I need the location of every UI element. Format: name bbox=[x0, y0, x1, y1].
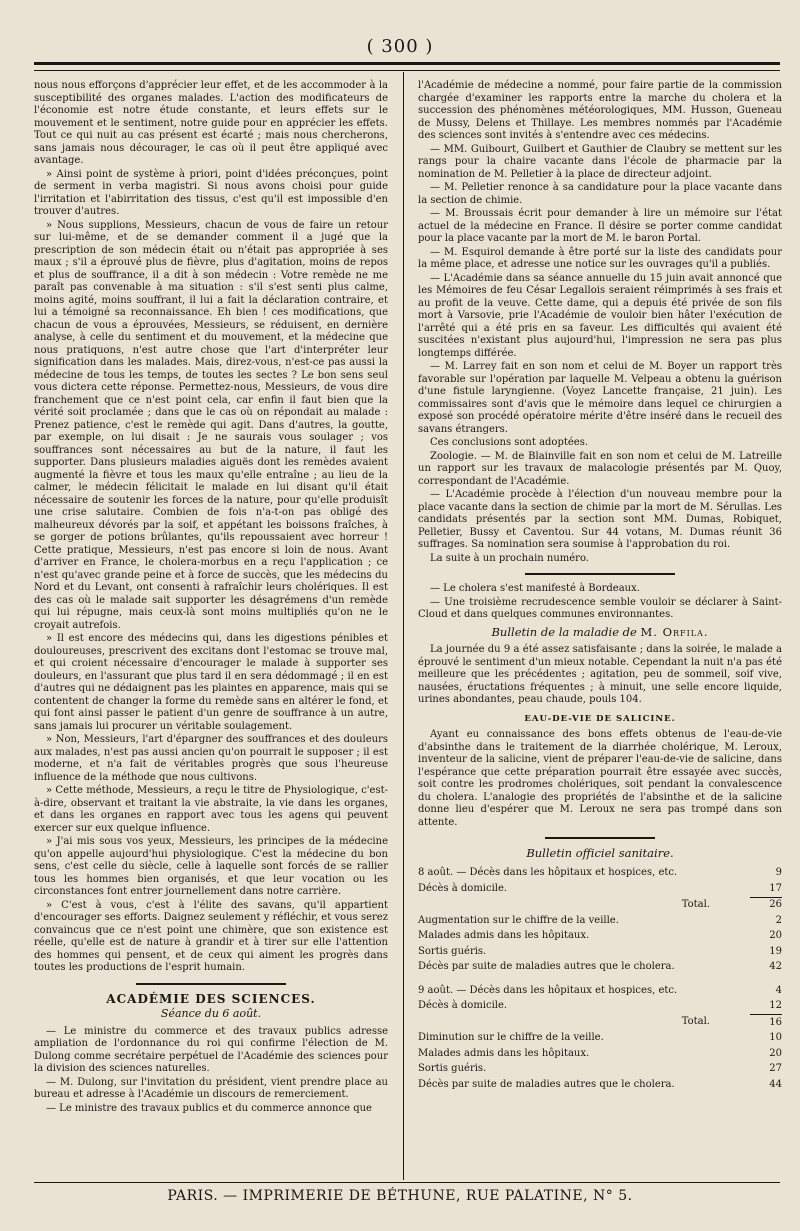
table-row-total bbox=[418, 1015, 782, 1031]
stat-value: 19 bbox=[769, 945, 782, 957]
table-row bbox=[418, 983, 782, 999]
right-paragraph: Zoologie. — M. de Blainville fait en son nom et celui de M. Latreille un rapport sur les travaux de malacologie présentés par M. Quoy, correspondant de l'Académie. bbox=[418, 450, 782, 487]
stat-label: Malades admis dans les hôpitaux. bbox=[418, 930, 590, 941]
academie-session: Séance du 6 août. bbox=[160, 1007, 262, 1020]
column-divider bbox=[403, 72, 404, 1180]
bulletin-maladie-name: M. Orfila. bbox=[640, 624, 709, 639]
stat-label: Décès par suite de maladies autres que le cholera. bbox=[418, 961, 675, 972]
bulletin-sanitaire-title: Bulletin officiel sanitaire. bbox=[526, 846, 674, 860]
stat-value: 10 bbox=[769, 1032, 782, 1043]
stat-value: 12 bbox=[769, 1000, 782, 1011]
left-paragraph: » J'ai mis sous vos yeux, Messieurs, les principes de la médecine qu'on appelle aujourd'hui physiologique. C'est la médecine du bon sens, c'est celle du siècle, celle à laquelle sont forcés de se rallier tous les hommes bien organisés, et que leur vocation ou les circonstances font entrer journellement dans notre carrière. bbox=[34, 836, 388, 897]
right-paragraph: — L'Académie procède à l'élection d'un nouveau membre pour la place vacante dans la section de chimie par la mort de M. Sérullas. Les candidats présentés par la section sont MM. Dumas, Robiquet, Pelletier, Bussy et Caventou. Sur 44 votans, M. Dumas réunit 36 suffrages. Sa nomination sera soumise à l'approbation du roi. bbox=[418, 489, 782, 550]
academie-title: ACADÉMIE DES SCIENCES. bbox=[106, 991, 316, 1006]
table-row bbox=[418, 866, 782, 882]
header-rule bbox=[34, 62, 780, 71]
bulletin-maladie-text: La journée du 9 a été assez satisfaisante ; dans la soirée, le malade a éprouvé le sentiment d'un mieux notable. Cependant la nuit n'a pas été meilleure que les précédentes ; agitation, peu de sommeil, soif vive, nausées, éructations fréquentes ; à minuit, une selle encore liquide, urines abondantes, peau chaude, pouls 104. bbox=[418, 644, 782, 705]
sanitary-table-day1 bbox=[418, 866, 782, 976]
academie-paragraph: — M. Dulong, sur l'invitation du président, vient prendre place au bureau et adresse à l'Académie un discours de remerciement. bbox=[34, 1076, 388, 1100]
eau-de-vie-text: Ayant eu connaissance des bons effets obtenus de l'eau-de-vie d'absinthe dans le traitement de la diarrhée cholérique, M. Leroux, inventeur de la salicine, vient de préparer l'eau-de-vie de salicine, dans l'espérance que cette préparation pourrait être essayée avec succès, soit contre les prodromes cholériques, soit pendant la convalescence du cholera. L'analogie des propriétés de l'absinthe et de la salicine donne lieu d'espérer que M. Leroux ne sera pas trompé dans son attente. bbox=[418, 729, 782, 828]
bulletin-maladie-prefix: Bulletin de la maladie de bbox=[491, 624, 637, 639]
left-paragraph: » Cette méthode, Messieurs, a reçu le titre de Physiologique, c'est-à-dire, observant et traitant la vie abstraite, la vie dans les organes, et dans les organes en rapport avec tous les agens qui peuvent exercer sur eux quelque influence. bbox=[34, 785, 388, 834]
total-label: Total. bbox=[681, 1016, 710, 1028]
stat-label: 8 août. — Décès dans les hôpitaux et hospices, etc. bbox=[418, 867, 678, 878]
bulletin-maladie-title bbox=[418, 626, 782, 639]
table-row bbox=[418, 913, 782, 929]
stat-value: 2 bbox=[775, 914, 782, 926]
right-paragraph: — M. Esquirol demande à être porté sur la liste des candidats pour la même place, et adresse une notice sur les ouvrages qu'il a publiés. bbox=[418, 246, 782, 270]
stat-label: Sortis guéris. bbox=[418, 945, 487, 957]
table-row bbox=[418, 1046, 782, 1062]
stat-label: Décès par suite de maladies autres que le cholera. bbox=[418, 1078, 675, 1090]
right-column bbox=[418, 80, 782, 1093]
printer-imprint: PARIS. — IMPRIMERIE DE BÉTHUNE, RUE PALATINE, N° 5. bbox=[167, 1188, 633, 1204]
total-value: 26 bbox=[750, 897, 782, 913]
total-value: 16 bbox=[750, 1015, 782, 1031]
right-paragraph: — MM. Guibourt, Guilbert et Gauthier de Claubry se mettent sur les rangs pour la chaire vacante dans l'école de pharmacie par la nomination de M. Pelletier à la place de directeur adjoint. bbox=[418, 143, 782, 180]
section-rule bbox=[136, 983, 286, 985]
left-paragraph: » Nous supplions, Messieurs, chacun de vous de faire un retour sur lui-même, et de se demander comment il a jugé que la prescription de son médecin était ou n'était pas appropriée à ses maux ; s'il a éprouvé plus de fièvre, plus d'agitation, moins de repos et plus de souffrance, il a dit à son médecin : Votre remède ne me paraît pas convenable à ma situation : s'il s'est senti plus calme, moins agité, moins souffrant, il lui a fait la déclaration contraire, et lui a témoigné sa reconnaissance. Eh bien ! ces modifications, que chacun de vous a éprouvées, Messieurs, se réduisent, en dernière analyse, à celle du sentiment et du mouvement, et la médecine que nous pratiquons, n'est autre chose que l'art d'interpréter leur signification dans les malades. Mais, direz-vous, n'est-ce pas aussi la médecine de tous les temps, de toutes les sectes ? Le bon sens seul vous dictera cette réponse. Permettez-nous, Messieurs, de vous dire franchement que ce n'est point cela, car enfin il faut bien que la vérité soit proclamée ; dans que le cas où on répondait au malade : Prenez patience, c'est le remède qui agit. Dans d'autres, la goutte, par exemple, on lui disait : Je ne saurais vous soulager ; vos souffrances sont nécessaires au but de la nature, il faut les supporter. Dans plusieurs maladies aiguës dont les remèdes avaient augmenté la fièvre et tous les maux qu'elle entraîne ; au lieu de la calmer, le médecin félicitait le malade en lui disant qu'il était nécessaire de soutenir les forces de la nature, pour qu'elle produisît une crise salutaire. Combien de fois n'a-t-on pas obligé des malheureux dévorés par la soif, et appétant les boissons fraîches, à se gorger de potions brûlantes, qu'ils repoussaient avec horreur ! Cette pratique, Messieurs, n'est pas encore si loin de nous. Avant d'arriver en France, le cholera-morbus en a reçu l'application ; ce n'est qu'avec grande peine et à force de succès, que les médecins du Nord et du Levant, ont consenti à rafraîchir leurs cholériques. Il est des cas où le malade sait supporter les désagrémens d'un remède qui lui répugne, mais ceux-là sont moins multipliés qu'on ne le croyait autrefois. bbox=[34, 219, 388, 631]
stat-label: 9 août. — Décès dans les hôpitaux et hospices, etc. bbox=[418, 984, 678, 996]
table-row bbox=[418, 944, 782, 960]
right-paragraph: — M. Pelletier renonce à sa candidature pour la place vacante dans la section de chimie. bbox=[418, 182, 782, 206]
news-item: — Le cholera s'est manifesté à Bordeaux. bbox=[430, 583, 640, 594]
stat-label: Sortis guéris. bbox=[418, 1063, 487, 1074]
table-row-total bbox=[418, 897, 782, 913]
page-number: ( 300 ) bbox=[366, 36, 434, 57]
section-rule bbox=[545, 837, 655, 839]
left-paragraph: nous nous efforçons d'apprécier leur effet, et de les accommoder à la susceptibilité des organes malades. L'action des modificateurs de l'économie est notre étude constante, et leurs effets sur le mouvement et le sentiment, notre guide pour en apprécier les effets. Tout ce qui nuit au cas présent est écarté ; mais nous chercherons, sans jamais nous décourager, le cas où il peut être appliqué avec avantage. bbox=[34, 80, 388, 166]
right-paragraph: — L'Académie dans sa séance annuelle du 15 juin avait annoncé que les Mémoires de feu César Legallois seraient réimprimés à ses frais et au profit de la veuve. Cette dame, qui a depuis été privée de son fils mort à Varsovie, prie l'Académie de vouloir bien hâter l'exécution de l'arrêté qui a été pris en sa faveur. Les difficultés qui avaient été suscitées n'existant plus aujourd'hui, l'impression ne sera pas plus longtemps différée. bbox=[418, 272, 782, 359]
left-paragraph: » Non, Messieurs, l'art d'épargner des souffrances et des douleurs aux malades, n'est pas aussi ancien qu'on pourrait le supposer ; il est moderne, et n'a fait de véritables progrès que sous l'heureuse influence de la méthode que nous cultivons. bbox=[34, 734, 388, 783]
left-paragraph: » Ainsi point de système à priori, point d'idées préconçues, point de serment in verba magistri. Si nous avons choisi pour guide l'irritation et l'abirritation des tissus, c'est qu'il est impossible d'en trouver d'autres. bbox=[34, 168, 388, 217]
sanitary-table-day2 bbox=[418, 983, 782, 1093]
table-row bbox=[418, 999, 782, 1015]
news-item: — Une troisième recrudescence semble vouloir se déclarer à Saint-Cloud et dans quelques communes environnantes. bbox=[418, 596, 782, 620]
stat-label: Malades admis dans les hôpitaux. bbox=[418, 1047, 590, 1059]
right-paragraph: La suite à un prochain numéro. bbox=[430, 552, 589, 564]
stat-value: 9 bbox=[775, 867, 782, 878]
stat-value: 20 bbox=[769, 1047, 782, 1059]
stat-value: 20 bbox=[769, 930, 782, 941]
table-row bbox=[418, 1077, 782, 1093]
table-row bbox=[418, 929, 782, 945]
left-paragraph: » C'est à vous, c'est à l'élite des savans, qu'il appartient d'encourager ses efforts. Daignez seulement y réfléchir, et vous serez convaincus que ce n'est point une chimère, que son existence est réelle, qu'elle est de nature à grandir et à tirer sur elle l'attention des hommes qui pensent, et de ceux qui aiment les progrès dans toutes les productions de l'esprit humain. bbox=[34, 899, 388, 973]
total-label: Total. bbox=[681, 898, 710, 910]
table-row bbox=[418, 881, 782, 897]
section-rule bbox=[525, 573, 675, 575]
left-column bbox=[34, 80, 388, 1116]
table-row bbox=[418, 960, 782, 976]
stat-label: Diminution sur le chiffre de la veille. bbox=[418, 1032, 604, 1043]
footer-rule bbox=[34, 1182, 780, 1183]
eau-de-vie-title: EAU-DE-VIE DE SALICINE. bbox=[524, 713, 676, 724]
academie-paragraph: — Le ministre des travaux publics et du commerce annonce que bbox=[46, 1102, 372, 1114]
stat-label: Décès à domicile. bbox=[418, 882, 508, 894]
table-row bbox=[418, 1031, 782, 1047]
stat-label: Décès à domicile. bbox=[418, 1000, 508, 1012]
stat-label: Augmentation sur le chiffre de la veille. bbox=[418, 914, 619, 926]
stat-value: 4 bbox=[775, 984, 782, 996]
right-paragraph: — M. Broussais écrit pour demander à lire un mémoire sur l'état actuel de la médecine en France. Il désire se porter comme candidat pour la place vacante par la mort de M. le baron Portal. bbox=[418, 208, 782, 244]
academie-paragraph: — Le ministre du commerce et des travaux publics adresse ampliation de l'ordonnance du roi qui confirme l'élection de M. Dulong comme secrétaire perpétuel de l'Académie des sciences pour la division des sciences naturelles. bbox=[34, 1025, 388, 1074]
left-paragraph: » Il est encore des médecins qui, dans les digestions pénibles et douloureuses, prescrivent des excitans dont l'estomac se trouve mal, et qui croient nécessaire d'encourager le malade à supporter ses douleurs, en l'assurant que plus tard il en sera dédommagé ; il en est d'autres qui ne dédaignent pas les plaintes en apparence, mais qui se contentent de changer la forme du remède sans en altérer le fond, et qui font ainsi passer le patient d'un genre de souffrance à un autre, sans jamais lui procurer un véritable soulagement. bbox=[34, 633, 388, 732]
table-row bbox=[418, 1062, 782, 1078]
stat-value: 27 bbox=[769, 1063, 782, 1074]
stat-value: 42 bbox=[769, 961, 782, 972]
stat-value: 17 bbox=[769, 882, 782, 894]
right-paragraph: — M. Larrey fait en son nom et celui de M. Boyer un rapport très favorable sur l'opération par laquelle M. Velpeau a obtenu la guérison d'une fistule laryngienne. (Voyez Lancette française, 21 juin). Les commissaires sont d'avis que le mémoire dans lequel ce chirurgien a exposé son procédé opératoire mérite d'être inséré dans le recueil des savans étrangers. bbox=[418, 361, 782, 435]
right-paragraph: l'Académie de médecine a nommé, pour faire partie de la commission chargée d'examiner les rapports entre la marche du cholera et la succession des phénomènes météorologiques, MM. Husson, Gueneau de Mussy, Delens et Thillaye. Les membres nommés par l'Académie des sciences sont invités à s'entendre avec ces médecins. bbox=[418, 80, 782, 141]
stat-value: 44 bbox=[769, 1078, 782, 1090]
right-paragraph: Ces conclusions sont adoptées. bbox=[430, 437, 589, 448]
